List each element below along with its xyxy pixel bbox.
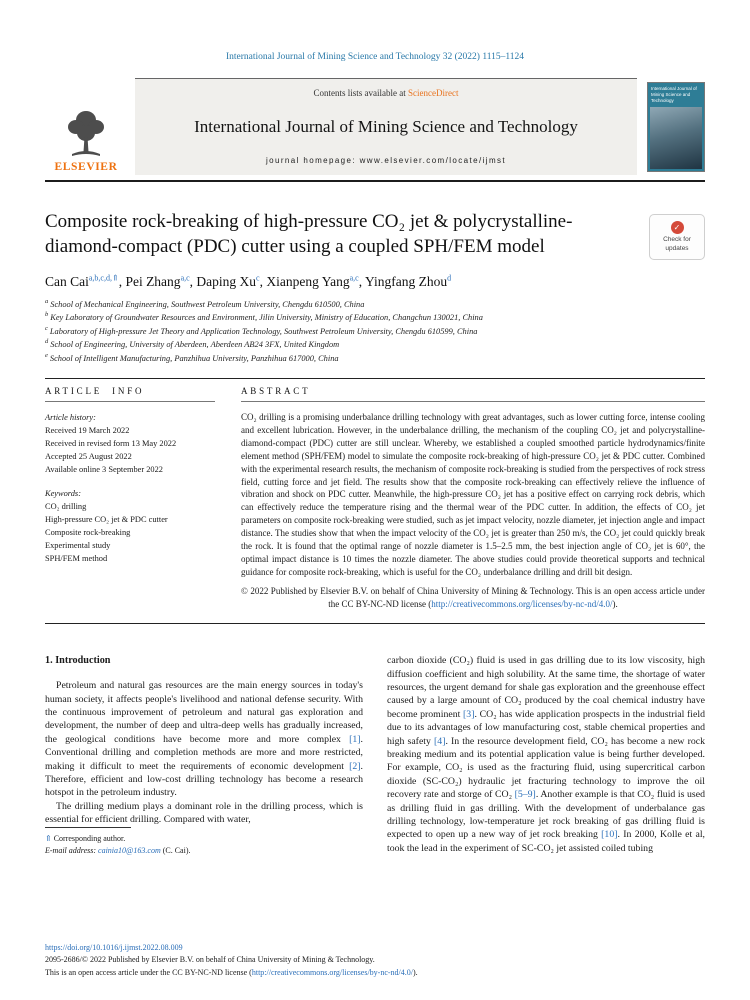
keyword-item: CO₂ drilling bbox=[45, 502, 87, 512]
text-run: © 2022 Published by Elsevier B.V. on behalf of China University of Mining & Technology. This is an open access article under the CC BY-NC-ND license ( bbox=[241, 586, 705, 610]
affiliation-sup: e bbox=[45, 351, 48, 359]
affiliation bbox=[45, 337, 705, 351]
text-run: ). bbox=[612, 599, 618, 610]
author-name: Yingfang Zhou bbox=[364, 273, 448, 289]
copyright-license-line bbox=[241, 585, 705, 611]
check-for-updates-badge[interactable] bbox=[649, 214, 705, 260]
keyword-item: SPH/FEM method bbox=[45, 554, 108, 564]
license-link[interactable]: http://creativecommons.org/licenses/by-nc-nd/4.0/ bbox=[251, 968, 413, 978]
affiliation-sup: a bbox=[45, 297, 49, 305]
license-suffix: ). bbox=[413, 968, 418, 978]
author-sep: , bbox=[118, 273, 126, 289]
article-info-heading: ARTICLE INFO bbox=[45, 386, 215, 402]
author bbox=[266, 274, 365, 289]
author-affil-sup[interactable]: d bbox=[447, 273, 452, 282]
affiliation-text: School of Engineering, University of Aberdeen, Aberdeen AB24 3FX, United Kingdom bbox=[50, 339, 340, 349]
affiliation-text: Key Laboratory of Groundwater Resources and Environment, Jilin University, Ministry of Education, Changchun 130021, China bbox=[50, 312, 483, 322]
author-sep: , bbox=[189, 273, 197, 289]
abstract-column bbox=[241, 386, 705, 611]
inline-citation-link[interactable]: http://creativecommons.org/licenses/by-nc-nd/4.0/ bbox=[431, 599, 613, 610]
affiliation-sup: c bbox=[45, 324, 48, 332]
journal-homepage-link[interactable]: journal homepage: www.elsevier.com/locate/ijmst bbox=[265, 156, 507, 165]
affiliation bbox=[45, 297, 705, 311]
email-line bbox=[45, 845, 363, 857]
paragraph bbox=[387, 654, 705, 855]
authors-line bbox=[45, 273, 705, 290]
email-suffix: (C. Cai). bbox=[160, 846, 191, 856]
elsevier-logo-text: ELSEVIER bbox=[54, 161, 118, 173]
affiliation bbox=[45, 310, 705, 324]
keyword-item: High-pressure CO₂ jet & PDC cutter bbox=[45, 515, 168, 525]
history-item: Available online 3 September 2022 bbox=[45, 465, 163, 475]
license-prefix: This is an open access article under the CC BY-NC-ND license ( bbox=[45, 968, 252, 978]
corresponding-author-line bbox=[45, 833, 363, 845]
text-run: . Conventional drilling and completion methods are more and more restricted, making it difficult to meet the requirements of economic development bbox=[45, 733, 363, 772]
journal-masthead bbox=[45, 78, 705, 182]
paragraph bbox=[45, 679, 363, 800]
affiliation-text: School of Intelligent Manufacturing, Panzhihua University, Panzhihua 617000, China bbox=[49, 353, 339, 363]
page-footer bbox=[45, 942, 705, 980]
author-affil-sup[interactable]: a,b,c,d,⇑ bbox=[88, 273, 119, 282]
article-title: Composite rock-breaking of high-pressure CO₂ jet & polycrystalline-diamond-compact (PDC) cutter using a coupled SPH/FEM model bbox=[45, 211, 573, 257]
text-run: . In 2000, Kolle et al, took the lead in the experiment of SC-CO₂ jet assisted coiled tubing bbox=[387, 829, 705, 854]
corresponding-author-star[interactable]: ⇑ bbox=[45, 833, 52, 843]
contents-prefix: Contents lists available at bbox=[313, 88, 408, 98]
affiliation-text: School of Mechanical Engineering, Southwest Petroleum University, Chengdu 610500, China bbox=[50, 299, 365, 309]
affiliations bbox=[45, 297, 705, 365]
affiliation-text: Laboratory of High-pressure Jet Theory and Application Technology, Southwest Petroleum University, Chengdu 610599, China bbox=[49, 326, 478, 336]
keyword-item: Composite rock-breaking bbox=[45, 528, 131, 538]
author-sep: , bbox=[358, 273, 365, 289]
elsevier-tree-icon bbox=[63, 107, 109, 159]
text-run: . CO₂ has wide application prospects in the industrial field due to its advantages of low manufacturing cost, stable chemical properties and high safety bbox=[387, 708, 705, 747]
author bbox=[45, 274, 125, 289]
footnote-block bbox=[45, 827, 363, 860]
text-run: . In the resource development field, CO₂ has become a new rock breaking medium and its potential application value is being further developed. For example, CO₂ is used as the fracturing fluid, using supercritical carbon dioxide (SC-CO₂) hydraulic jet fracturing technology to improve the oil recovery rate and storge of CO₂ bbox=[387, 735, 706, 801]
author-name: Pei Zhang bbox=[125, 273, 181, 289]
paragraph: The drilling medium plays a dominant role in the drilling process, which is essential for efficient drilling. Compared with water, bbox=[45, 800, 363, 826]
history-item: Received 19 March 2022 bbox=[45, 426, 130, 436]
body-column-right bbox=[387, 654, 705, 859]
text-run: . Another example is that CO₂ fluid is used as drilling fluid in gas drilling. With the development of underbalance gas drilling technology, low-temperature jet rock breaking of gas drilling fluid is expected to open up a new way of jet rock breaking bbox=[387, 789, 705, 841]
text-run: carbon dioxide (CO₂) fluid is used in gas drilling due to its low viscosity, high diffusion coefficient and high solubility. At the same time, the shortage of water resources, the urgent demand for shale gas exploration and the greenhouse effect caused by a large amount of CO₂ produced by the coal chemical industry have become prominent bbox=[387, 655, 705, 720]
check-text-line1: Check for bbox=[663, 236, 691, 244]
author-affil-sup[interactable]: c bbox=[256, 273, 260, 282]
email-label: E-mail address: bbox=[45, 846, 99, 856]
author bbox=[196, 274, 266, 289]
author-sep: , bbox=[259, 273, 267, 289]
history-item: Received in revised form 13 May 2022 bbox=[45, 439, 177, 449]
text-run: . Therefore, efficient and low-cost drilling technology has become a research hotspot in the petroleum industry. bbox=[45, 760, 363, 799]
footnote-rule bbox=[45, 827, 131, 828]
section-heading-introduction: 1. Introduction bbox=[45, 655, 111, 667]
inline-citation-link[interactable]: [3] bbox=[463, 708, 475, 720]
inline-citation-link[interactable]: [10] bbox=[601, 829, 618, 841]
article-info-column bbox=[45, 386, 215, 611]
check-for-updates-text bbox=[663, 236, 691, 253]
inline-citation-link[interactable]: [2] bbox=[349, 760, 361, 772]
masthead-center bbox=[135, 78, 637, 175]
affiliation-sup: d bbox=[45, 338, 49, 346]
contents-line bbox=[314, 88, 459, 98]
journal-title: International Journal of Mining Science and Technology bbox=[194, 117, 578, 136]
abstract-text: CO₂ drilling is a promising underbalance drilling technology with great advantages, such as lower cutting force, intense cooling and excellent lubrication. However, in the underbalance drilling, the mechanism of the coupling CO₂ jet and polycrystalline-diamond-compact (PDC) cutter are still unclear. Whereby, we established a coupled smoothed particle hydrodynamics/finite element method (SPH/FEM) model to simulate the composite rock-breaking of high-pressure CO₂ jet & PDC cutter. Combined with the experimental research results, the mechanism of composite rock-breaking is studied from the perspectives of rock stress field, cutting force and jet field. The results show that the composite rock-breaking can effectively relieve the influence of vibration and shock on PDC cutter. Meanwhile, the high-pressure CO₂ jet has a positive effect on carrying rock debris, which can effectively reduce the temperature rising and the thermal wear of the PDC cutter. In addition, the effects of CO₂ jet parameters on composite rock-breaking were studied, such as jet impact velocity, nozzle diameter, jet injection angle and impact distance. The studies show that when the impact velocity of the CO₂ jet is greater than 250 m/s, the CO₂ jet could quickly break the rock. It is found that the optimal range of nozzle diameter is 1.5–2.5 mm, the best injection angle of CO₂ jet is 60°, the optimal impact distance is 10 times the nozzle diameter. The above studies could provide theoretical supports and technical guidance for composite rock-breaking, which is useful for the CO₂ underbalance drilling and drill bit design. bbox=[241, 412, 705, 577]
author-name: Daping Xu bbox=[196, 273, 257, 289]
issn-copyright-line: 2095-2686/© 2022 Published by Elsevier B.V. on behalf of China University of Mining & Technology. bbox=[45, 955, 375, 965]
affiliation-sup: b bbox=[45, 311, 49, 319]
author-name: Xianpeng Yang bbox=[266, 273, 350, 289]
author-affil-sup[interactable]: a,c bbox=[180, 273, 190, 282]
title-row bbox=[45, 210, 705, 260]
email-link[interactable]: cainia10@163.com bbox=[98, 846, 161, 856]
cover-title-text: International Journal of Mining Science and Technology bbox=[651, 85, 697, 103]
corresponding-author-text: Corresponding author. bbox=[51, 833, 126, 843]
keywords-label: Keywords: bbox=[45, 489, 81, 499]
journal-cover-thumbnail[interactable] bbox=[647, 82, 705, 172]
affiliation bbox=[45, 324, 705, 338]
license-line bbox=[45, 967, 705, 980]
author-name: Can Cai bbox=[45, 273, 89, 289]
elsevier-logo[interactable] bbox=[45, 78, 135, 175]
inline-citation-link[interactable]: [5–9] bbox=[514, 789, 536, 801]
author bbox=[125, 274, 196, 289]
text-run: Petroleum and natural gas resources are the main energy sources in today's human society, it affects people's livelihood and national defense security. With the continuous improvement of petroleum and natural gas exploration and development, the number of deep and ultra-deep wells has gradually increased, the geological conditions have become more and more complex bbox=[45, 680, 363, 745]
abstract-heading: ABSTRACT bbox=[241, 386, 705, 402]
keyword-item: Experimental study bbox=[45, 541, 111, 551]
crossmark-icon: ✓ bbox=[671, 221, 684, 234]
article-body bbox=[45, 654, 705, 859]
doi-link[interactable]: https://doi.org/10.1016/j.ijmst.2022.08.009 bbox=[45, 942, 183, 952]
article-history-label: Article history: bbox=[45, 413, 96, 423]
inline-citation-link[interactable]: [1] bbox=[349, 733, 361, 745]
cover-photo bbox=[650, 107, 702, 169]
journal-citation-link[interactable]: International Journal of Mining Science and Technology 32 (2022) 1115–1124 bbox=[225, 52, 525, 62]
history-item: Accepted 25 August 2022 bbox=[45, 452, 132, 462]
affiliation bbox=[45, 351, 705, 365]
sciencedirect-link[interactable]: ScienceDirect bbox=[408, 88, 459, 98]
body-column-left bbox=[45, 654, 363, 859]
info-abstract-section bbox=[45, 378, 705, 624]
author-affil-sup[interactable]: a,c bbox=[349, 273, 359, 282]
author bbox=[365, 274, 451, 289]
check-text-line2: updates bbox=[665, 244, 689, 252]
inline-citation-link[interactable]: [4] bbox=[434, 735, 446, 747]
